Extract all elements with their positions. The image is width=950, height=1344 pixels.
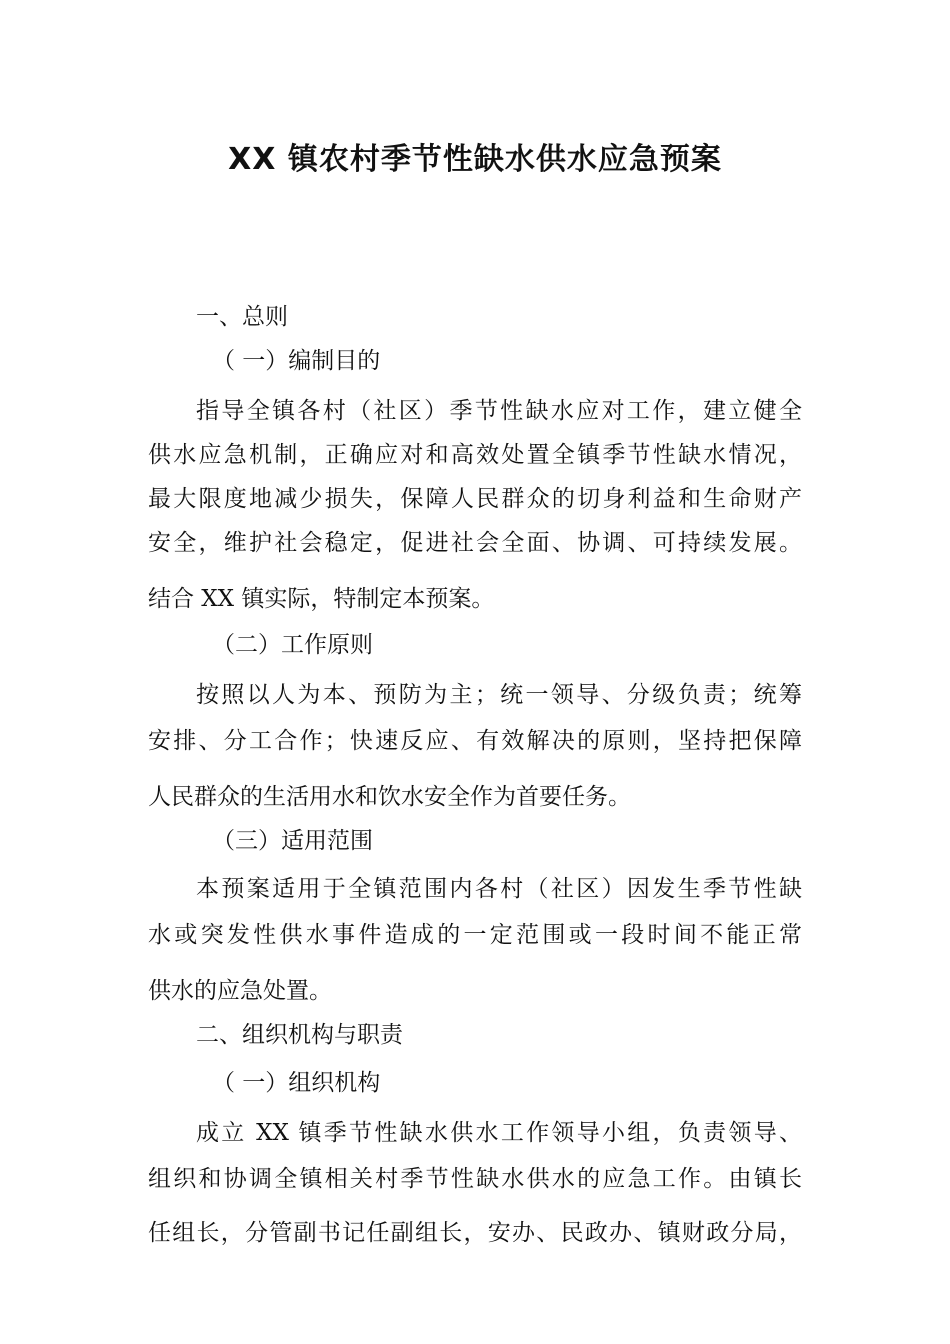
paragraph-structure-line-2: 组织和协调全镇相关村季节性缺水供水的应急工作。由镇长 [148,1166,802,1192]
paragraph-structure-line-3: 任组长，分管副书记任副组长，安办、民政办、镇财政分局， [148,1220,802,1246]
paragraph-purpose-line-3: 最大限度地减少损失，保障人民群众的切身利益和生命财产 [148,486,802,512]
paragraph-scope-line-1: 本预案适用于全镇范围内各村（社区）因发生季节性缺 [196,876,802,902]
paragraph-scope-line-2: 水或突发性供水事件造成的一定范围或一段时间不能正常 [148,922,802,948]
paragraph-purpose-line-4: 安全，维护社会稳定，促进社会全面、协调、可持续发展。 [148,530,802,556]
section-heading-organization: 二、组织机构与职责 [196,1022,403,1048]
paragraph-principles-line-2: 安排、分工合作；快速反应、有效解决的原则，坚持把保障 [148,728,802,754]
document-title: XX 镇农村季节性缺水供水应急预案 [228,142,722,177]
paragraph-purpose-line-5: 结合 XX 镇实际，特制定本预案。 [148,586,495,612]
paragraph-purpose-line-1: 指导全镇各村（社区）季节性缺水应对工作，建立健全 [196,398,802,424]
paragraph-principles-line-1: 按照以人为本、预防为主；统一领导、分级负责；统筹 [196,682,802,708]
subsection-heading-scope: （三）适用范围 [212,828,373,854]
subsection-heading-purpose: （ 一）编制目的 [212,348,381,374]
subsection-heading-structure: （ 一）组织机构 [212,1070,381,1096]
subsection-heading-principles: （二）工作原则 [212,632,373,658]
paragraph-principles-line-3: 人民群众的生活用水和饮水安全作为首要任务。 [148,784,631,810]
paragraph-scope-line-3: 供水的应急处置。 [148,978,332,1004]
paragraph-structure-line-1: 成立 XX 镇季节性缺水供水工作领导小组，负责领导、 [196,1120,802,1146]
paragraph-purpose-line-2: 供水应急机制，正确应对和高效处置全镇季节性缺水情况， [148,442,802,468]
section-heading-general: 一、总则 [196,304,288,330]
